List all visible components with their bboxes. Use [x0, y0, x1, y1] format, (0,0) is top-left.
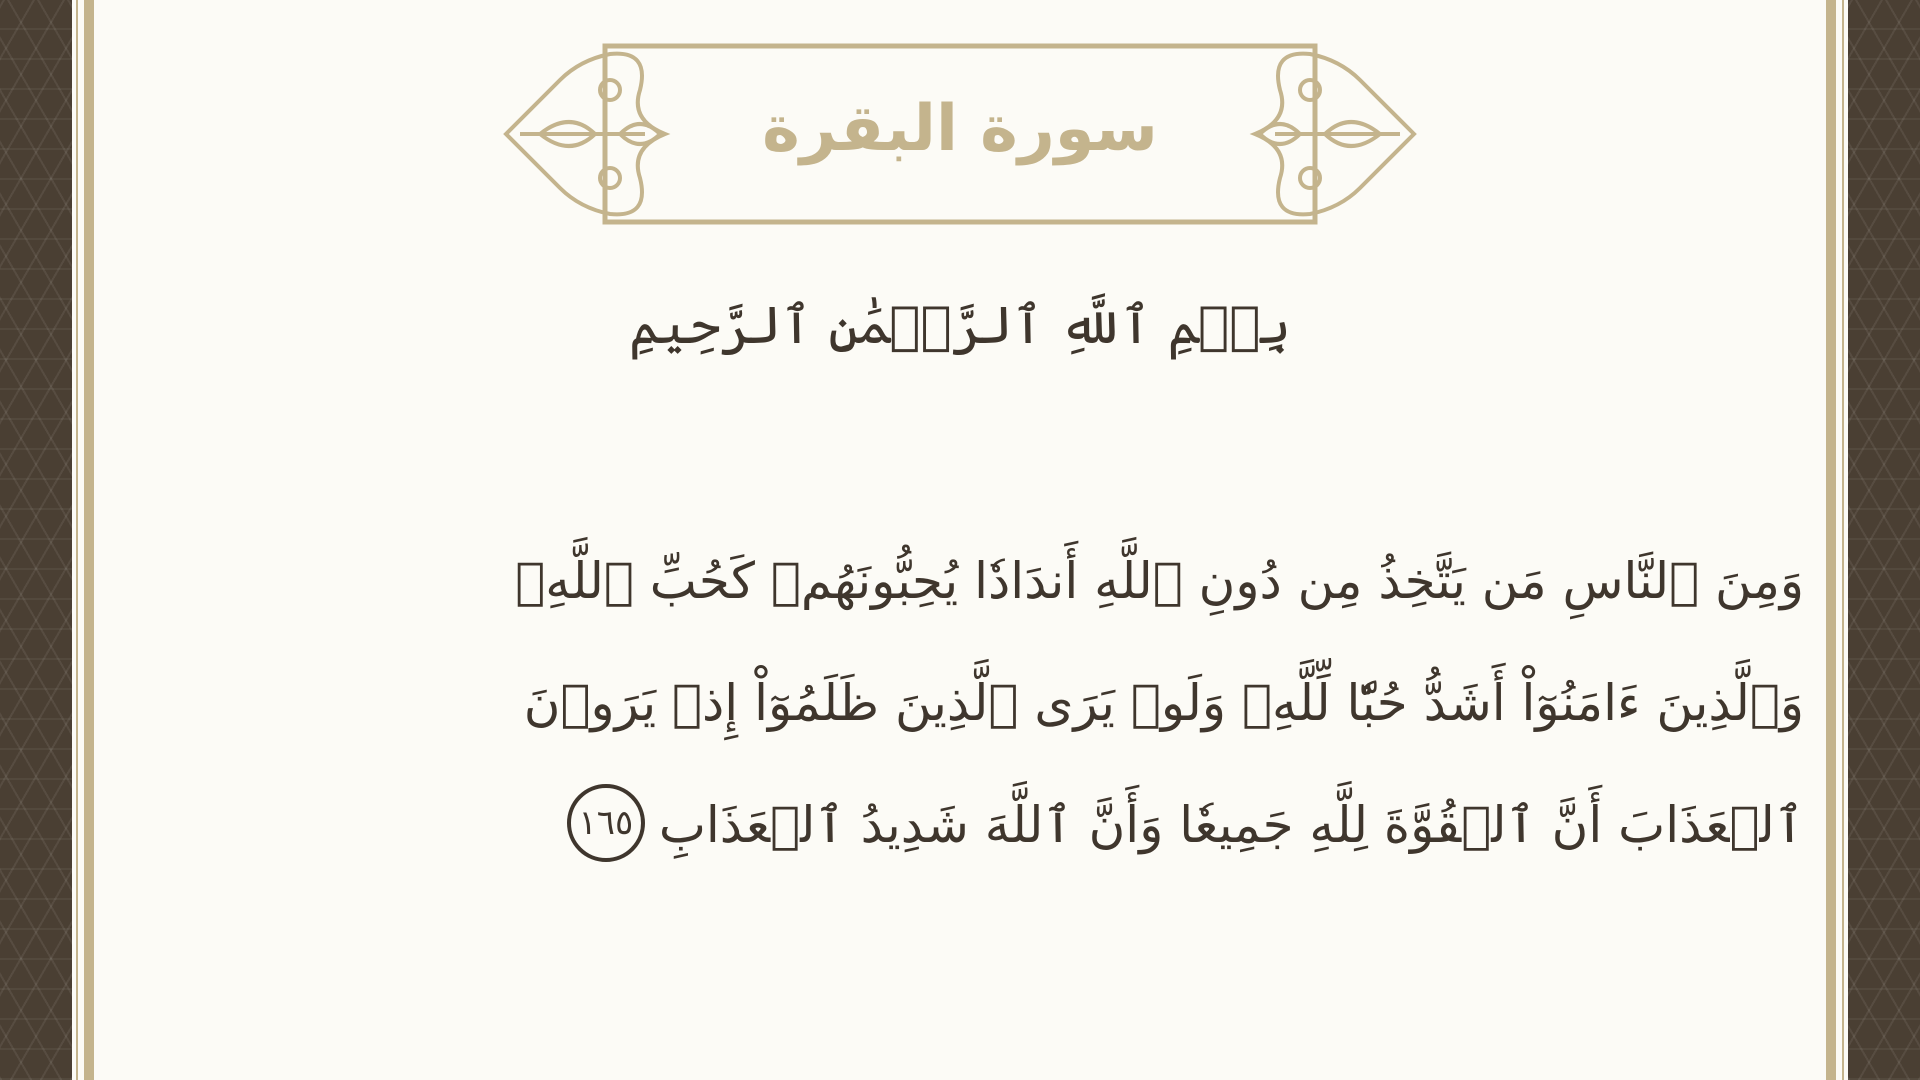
surah-title-cartouche	[500, 40, 1420, 230]
surah-title: سورة البقرة	[762, 92, 1158, 166]
left-ornamental-border	[0, 0, 72, 1080]
verse-line-1: وَمِنَ ٱلنَّاسِ مَن يَتَّخِذُ مِن دُونِ ٱللَّهِ أَندَادٗا يُحِبُّونَهُمۡ كَحُبِّ ٱللَّهِۖ	[515, 552, 1804, 610]
left-inner-line	[76, 0, 78, 1080]
right-inner-line	[1842, 0, 1844, 1080]
basmala: بِسۡمِ ٱللَّهِ ٱلرَّحۡمَٰنِ ٱلرَّحِيمِ	[629, 296, 1291, 356]
verse-text	[324, 520, 1804, 886]
verse-line-3-text: ٱلۡعَذَابَ أَنَّ ٱلۡقُوَّةَ لِلَّهِ جَمِيعٗا وَأَنَّ ٱللَّهَ شَدِيدُ ٱلۡعَذَابِ	[658, 796, 1804, 854]
verse-line-3	[324, 764, 1804, 886]
left-gold-bar	[84, 0, 94, 1080]
right-ornamental-border	[1848, 0, 1920, 1080]
verse-line-2: وَٱلَّذِينَ ءَامَنُوٓاْ أَشَدُّ حُبّٗا لِّلَّهِۗ وَلَوۡ يَرَى ٱلَّذِينَ ظَلَمُوٓاْ إِذۡ يَرَوۡنَ	[523, 674, 1804, 732]
right-gold-bar	[1826, 0, 1836, 1080]
ayah-number-marker: ١٦٥	[567, 784, 645, 862]
